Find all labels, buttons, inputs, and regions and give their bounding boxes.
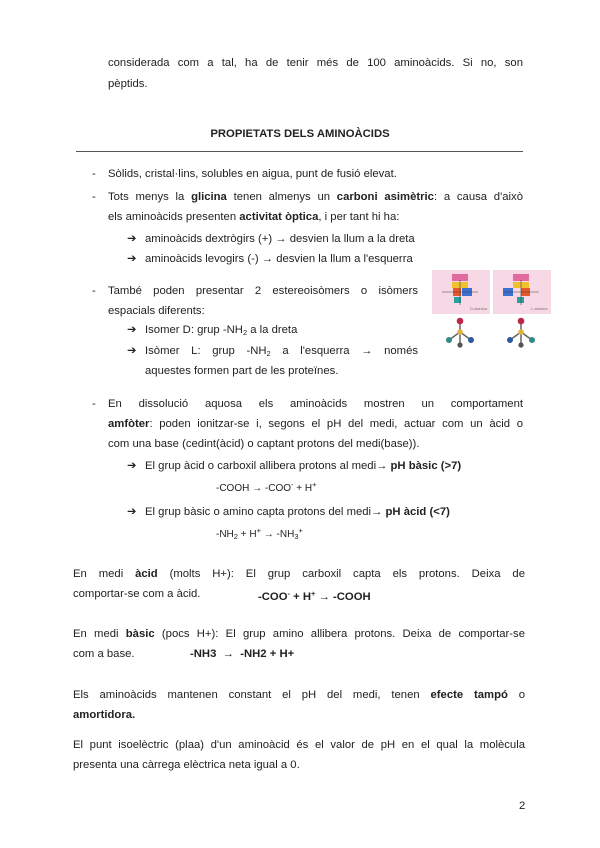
sub-item-carboxyl: El grup àcid o carboxil allibera protons al medi→ pH bàsic (>7): [145, 460, 462, 472]
bullet-solids: Sòlids, cristal·lins, solubles en aigua, punt de fusió elevat.: [108, 168, 397, 180]
bullet-marker: -: [92, 398, 96, 410]
isoelectric-line-1: El punt isoelèctric (plaa) d'un aminoàcid és el valor de pH en el qual la molècula: [73, 739, 525, 751]
sub-item-isomer-l-line-2: aquestes formen part de les proteïnes.: [145, 365, 339, 377]
acid-medium-equation: -COO- + H+ → -COOH: [258, 589, 371, 603]
bullet-amphoteric-line-3: com una base (cedint(àcid) o captant protons del medi(base)).: [108, 438, 420, 450]
arrow-icon: ➔: [127, 324, 137, 336]
basic-medium-line-2: com a base.: [73, 648, 135, 660]
intro-line-2: pèptids.: [108, 78, 148, 90]
bullet-asymmetric-carbon-line-1: Tots menys la glicina tenen almenys un carboni asimètric: a causa d'això: [108, 191, 523, 203]
basic-medium-line-1: En medi bàsic (pocs H+): El grup amino allibera protons. Deixa de comportar-se: [73, 628, 525, 640]
acid-medium-line-2: comportar-se com a àcid.: [73, 588, 201, 600]
arrow-icon: ➔: [127, 345, 137, 357]
intro-line-1: considerada com a tal, ha de tenir més de 100 aminoàcids. Si no, son: [108, 57, 523, 69]
arrow-icon: ➔: [127, 506, 137, 518]
page-number: 2: [519, 800, 526, 812]
arrow-icon: ➔: [127, 233, 137, 245]
l-isomer-caption: L-alanina: [531, 306, 548, 311]
bullet-stereoisomers-line-2: espacials diferents:: [108, 305, 205, 317]
buffer-line-2: amortidora.: [73, 709, 136, 721]
section-title: PROPIETATS DELS AMINOÀCIDS: [210, 128, 390, 140]
bullet-amphoteric-line-2: amfòter: poden ionitzar-se i, segons el pH del medi, actuar com un àcid o: [108, 418, 523, 430]
isoelectric-line-2: presenta una càrrega elèctrica neta igual a 0.: [73, 759, 300, 771]
sub-item-isomer-d: Isomer D: grup $-NH_2$ a la dreta: [145, 324, 298, 337]
equation-carboxyl: -COOH → -COO- + H+: [216, 480, 317, 494]
sub-item-dextrogyre: aminoàcids dextrògirs (+) → desvien la llum a la dreta: [145, 233, 415, 245]
bullet-marker: -: [92, 285, 96, 297]
bullet-marker: -: [92, 191, 96, 203]
l-isomer-figure: [493, 270, 551, 350]
sub-item-levogyre: aminoàcids levogirs (-) → desvien la llum a l'esquerra: [145, 253, 413, 265]
acid-medium-line-1: En medi àcid (molts H+): El grup carboxil capta els protons. Deixa de: [73, 568, 525, 580]
title-divider: [76, 151, 523, 152]
arrow-icon: ➔: [127, 253, 137, 265]
arrow-icon: ➔: [127, 460, 137, 472]
basic-medium-equation: -NH3 → -NH2 + H+: [190, 648, 295, 660]
bullet-marker: -: [92, 168, 96, 180]
buffer-line-1: Els aminoàcids mantenen constant el pH del medi, tenen efecte tampó o: [73, 689, 526, 701]
sub-item-isomer-l-line-1: Isòmer L: grup $-NH_2$ a l'esquerra → només: [145, 345, 418, 358]
d-isomer-figure: [432, 270, 490, 350]
d-isomer-caption: D-alanina: [470, 306, 488, 311]
bullet-asymmetric-carbon-line-2: els aminoàcids presenten activitat òptica, i per tant hi ha:: [108, 211, 400, 223]
sub-item-amino: El grup bàsic o amino capta protons del medi→ pH àcid (<7): [145, 506, 450, 518]
bullet-stereoisomers-line-1: També poden presentar 2 estereoisòmers o isòmers: [108, 285, 418, 297]
equation-amino: $-NH_2 + H^+ \to -NH_3^+$: [216, 526, 303, 541]
bullet-amphoteric-line-1: En dissolució aquosa els aminoàcids mostren un comportament: [108, 398, 523, 410]
